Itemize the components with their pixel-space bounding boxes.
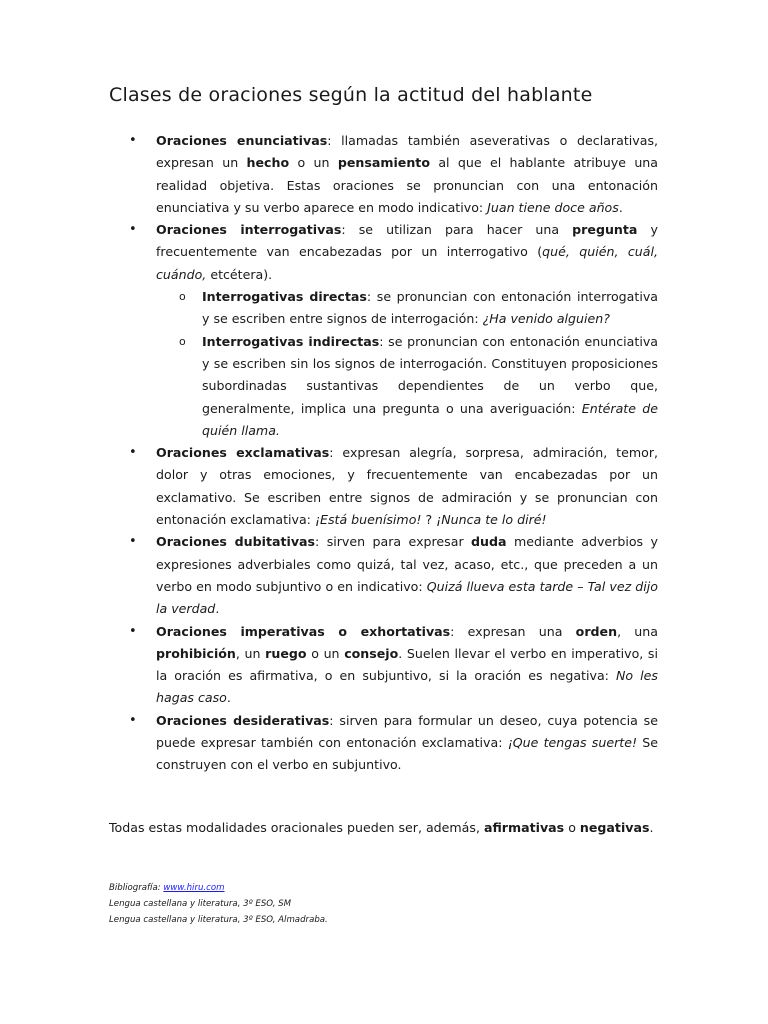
- list-item-interrogativas: • Oraciones interrogativas: se utilizan para hacer una pregunta y frecuentemente van encabezadas por un interrogativo (qué, quién, cuál, cuándo, etcétera). o Interrogativas directas: se pronuncian con entonación interrogativa y se escriben entre signos de interrogación: ¿Ha venido alguien? o Interrogativas indirectas: se pronuncian con entonación enunciativa y se escriben sin los signos de interrogación. Constituyen proposiciones subordinadas sustantivas dependientes de un verbo que, generalmente, implica una pregunta o una averiguación: Entérate de quién llama.: [109, 219, 658, 442]
- interrogativas-sublist: [156, 286, 658, 442]
- sublist-item-directas: o Interrogativas directas: se pronuncian con entonación interrogativa y se escriben entre signos de interrogación: ¿Ha venido alguien?: [109, 286, 658, 331]
- list-item-exclamativas: • Oraciones exclamativas: expresan alegría, sorpresa, admiración, temor, dolor y otras emociones, y frecuentemente van encabezadas por un exclamativo. Se escriben entre signos de admiración y se pronuncian con entonación exclamativa: ¡Está buenísimo! ? ¡Nunca te lo diré!: [109, 442, 658, 531]
- closing-paragraph: Todas estas modalidades oracionales pueden ser, además, afirmativas o negativas.: [109, 820, 654, 835]
- list-item-dubitativas: • Oraciones dubitativas: sirven para expresar duda mediante adverbios y expresiones adverbiales como quizá, tal vez, acaso, etc., que preceden a un verbo en modo subjuntivo o en indicativo: Quizá llueva esta tarde – Tal vez dijo la verdad.: [109, 531, 658, 620]
- list-item-enunciativas: • Oraciones enunciativas: llamadas también aseverativas o declarativas, expresan un hecho o un pensamiento al que el hablante atribuye una realidad objetiva. Estas oraciones se pronuncian con una entonación enunciativa y su verbo aparece en modo indicativo: Juan tiene doce años.: [109, 130, 658, 219]
- bibliography-ref-2: Lengua castellana y literatura, 3º ESO, Almadraba.: [109, 915, 328, 925]
- bibliography-ref-1: Lengua castellana y literatura, 3º ESO, SM: [109, 899, 292, 909]
- list-item-imperativas: • Oraciones imperativas o exhortativas: expresan una orden, una prohibición, un ruego o un consejo. Suelen llevar el verbo en imperativo, si la oración es afirmativa, o en subjuntivo, si la oración es negativa: No les hagas caso.: [109, 621, 658, 710]
- page-title: Clases de oraciones según la actitud del hablante: [109, 84, 593, 106]
- bibliography-line-1: Bibliografía: www.hiru.com: [109, 883, 225, 893]
- list-item-desiderativas: • Oraciones desiderativas: sirven para formular un deseo, cuya potencia se puede expresar también con entonación exclamativa: ¡Que tengas suerte! Se construyen con el verbo en subjuntivo.: [109, 710, 658, 777]
- sentence-types-list-container: [109, 130, 658, 777]
- sublist-item-indirectas: o Interrogativas indirectas: se pronuncian con entonación enunciativa y se escriben sin los signos de interrogación. Constituyen proposiciones subordinadas sustantivas dependientes de un verbo que, generalmente, implica una pregunta o una averiguación: Entérate de quién llama.: [109, 331, 658, 442]
- bibliography: [109, 880, 328, 928]
- sentence-types-list: [109, 130, 658, 777]
- bibliography-link[interactable]: www.hiru.com: [163, 883, 225, 893]
